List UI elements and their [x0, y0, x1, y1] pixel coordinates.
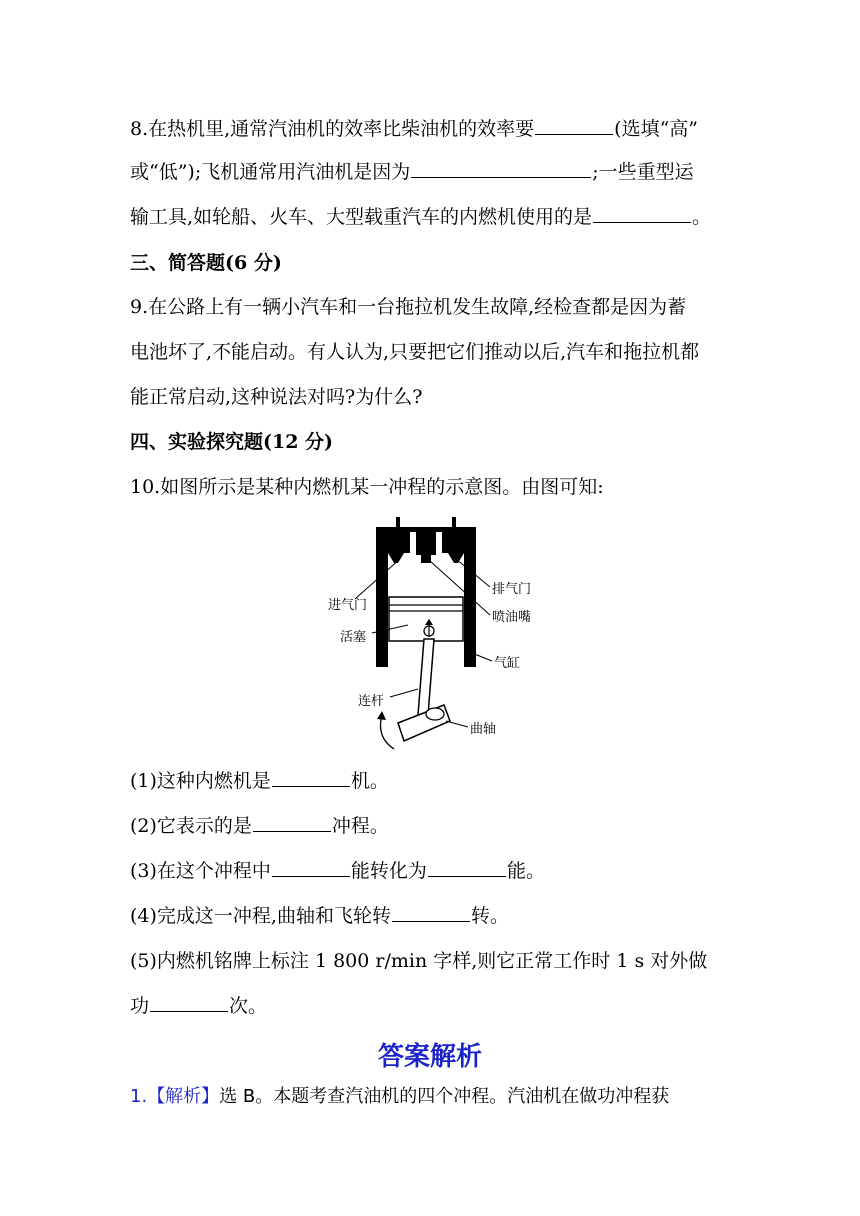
answer-1-label: 1.【解析】 [130, 1086, 220, 1107]
label-crankshaft: 曲轴 [470, 722, 497, 737]
label-intake-valve: 进气门 [328, 598, 368, 613]
q9-line-3: 能正常启动,这种说法对吗?为什么? [130, 386, 423, 408]
q10-sub-5-tail: 次。 [229, 995, 268, 1017]
label-exhaust-valve: 排气门 [492, 582, 532, 597]
cylinder-wall-left [376, 527, 388, 667]
q10-sub-3 [130, 858, 730, 884]
q10-sub-3-tail: 能。 [506, 860, 545, 882]
q10-sub-4 [130, 903, 730, 929]
q8-line-1 [130, 116, 730, 142]
label-connecting-rod: 连杆 [358, 694, 385, 709]
section-3-heading: 三、简答题(6 分) [130, 252, 282, 274]
q8-blank-2 [411, 159, 591, 178]
q10-sub-1-text: (1)这种内燃机是 [130, 770, 271, 792]
label-injector: 喷油嘴 [492, 610, 532, 625]
q10-sub-4-text: (4)完成这一冲程,曲轴和飞轮转 [130, 905, 391, 927]
fuel-injector [416, 531, 436, 563]
engine-diagram [300, 515, 550, 760]
q10-sub-1 [130, 768, 730, 794]
answer-1 [130, 1084, 730, 1110]
q10-blank-5 [150, 993, 228, 1012]
section-4-heading: 四、实验探究题(12 分) [130, 431, 334, 453]
q10-blank-3a [272, 858, 350, 877]
q9-line-2: 电池坏了,不能启动。有人认为,只要把它们推动以后,汽车和拖拉机都 [130, 341, 700, 363]
q10-sub-2 [130, 813, 730, 839]
q10-sub-4-tail: 转。 [470, 905, 509, 927]
label-cylinder: 气缸 [494, 656, 521, 671]
q8-line-3 [130, 204, 730, 230]
q10-blank-3b [428, 858, 506, 877]
q10-blank-1 [272, 768, 350, 787]
answers-title: 答案解析 [377, 1042, 482, 1072]
q10-sub-5-line-2 [130, 993, 730, 1019]
q8-blank-1 [535, 116, 613, 135]
q10-blank-4 [392, 903, 470, 922]
q10-sub-1-tail: 机。 [350, 770, 389, 792]
q10-sub-2-text: (2)它表示的是 [130, 815, 252, 837]
q8-text-3a: 输工具,如轮船、火车、大型载重汽车的内燃机使用的是 [130, 206, 593, 228]
q10-intro: 10.如图所示是某种内燃机某一冲程的示意图。由图可知: [130, 476, 604, 498]
q9-line-1: 9.在公路上有一辆小汽车和一台拖拉机发生故障,经检查都是因为蓄 [130, 296, 687, 318]
q8-blank-3 [593, 204, 691, 223]
q10-sub-3-mid: 能转化为 [350, 860, 427, 882]
q10-sub-5-line-1: (5)内燃机铭牌上标注 1 800 r/min 字样,则它正常工作时 1 s 对外做 [130, 950, 708, 972]
q8-text-2b: ;一些重型运 [592, 161, 694, 183]
q10-sub-2-tail: 冲程。 [331, 815, 389, 837]
q10-sub-3-text: (3)在这个冲程中 [130, 860, 271, 882]
label-piston: 活塞 [340, 630, 367, 645]
q8-line-2 [130, 159, 730, 185]
q8-text-2a: 或“低”);飞机通常用汽油机是因为 [130, 161, 411, 183]
answer-1-text: 选 B。本题考查汽油机的四个冲程。汽油机在做功冲程获 [219, 1086, 670, 1107]
q8-text-1a: 8.在热机里,通常汽油机的效率比柴油机的效率要 [130, 118, 535, 140]
q10-sub-5-text: 功 [130, 995, 150, 1017]
q8-text-1b: (选填“高” [614, 118, 699, 140]
q10-blank-2 [253, 813, 331, 832]
q8-text-3b: 。 [692, 206, 712, 228]
connecting-rod [418, 639, 434, 715]
